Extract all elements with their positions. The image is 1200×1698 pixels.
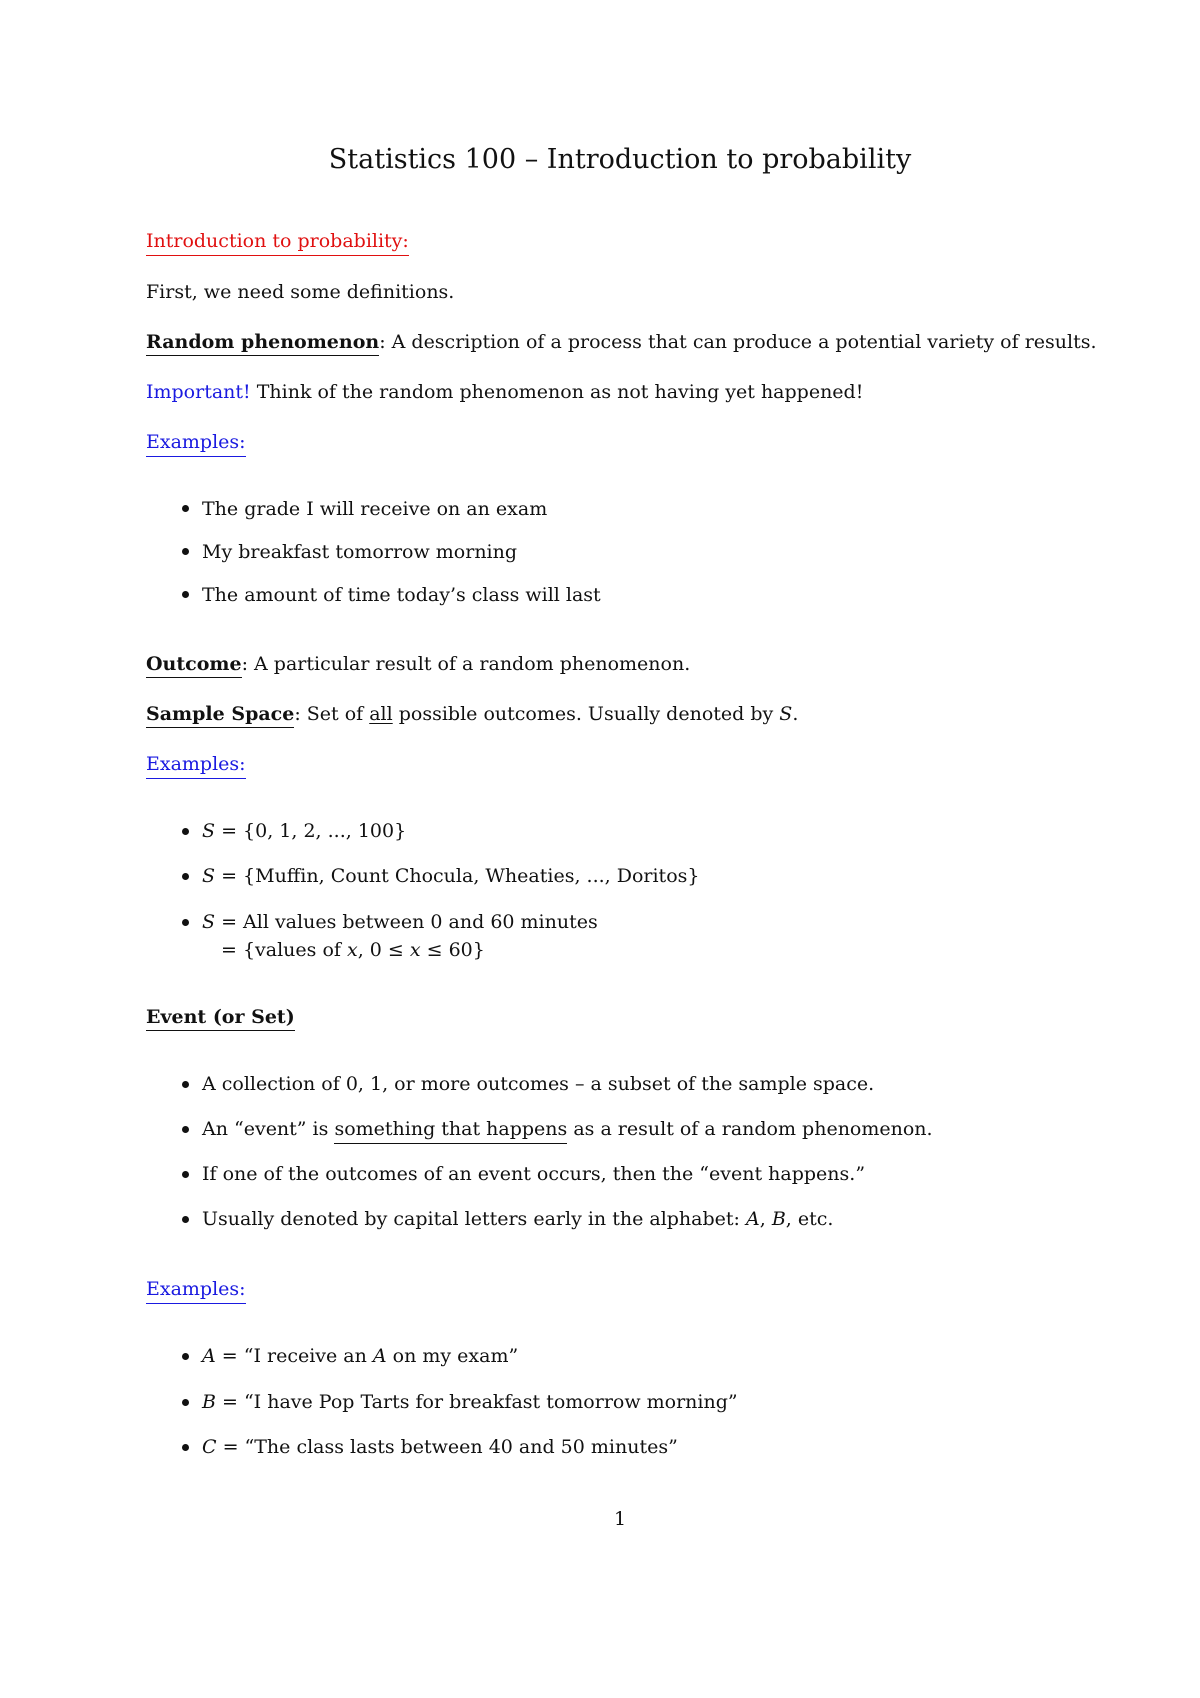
examples-label-text: Examples: (146, 431, 246, 457)
section-heading-text: Introduction to probability: (146, 230, 409, 256)
random-phenomenon-text: : A description of a process that can produce a potential variety of results. (379, 331, 1097, 353)
math-variable: A (745, 1208, 760, 1230)
bullet-icon (182, 1126, 189, 1133)
continuation-text: ≤ 60} (420, 939, 485, 961)
math-variable: A (372, 1345, 387, 1367)
event-variable: A (202, 1345, 216, 1367)
sample-space-end: . (792, 703, 799, 725)
bullet-icon (182, 1353, 189, 1360)
set-variable: S (202, 865, 216, 887)
event-heading (146, 1008, 295, 1027)
bullet-icon (182, 1444, 189, 1451)
set-definition: = All values between 0 and 60 minutes (215, 911, 598, 933)
examples-label-2 (146, 755, 246, 774)
list-item: The amount of time today’s class will last (202, 584, 601, 606)
bullet-icon (182, 1216, 189, 1223)
sample-space-text: : Set of (294, 703, 370, 725)
list-item-text: , etc. (785, 1208, 834, 1230)
set-definition: = {Muffin, Count Chocula, Wheaties, ..., Doritos} (215, 865, 700, 887)
continuation-text: , 0 ≤ (357, 939, 410, 961)
outcome-definition (146, 655, 690, 674)
event-definition: = “The class lasts between 40 and 50 minutes” (216, 1436, 678, 1458)
underlined-phrase: something that happens (334, 1118, 567, 1144)
section-heading (146, 232, 409, 251)
bullet-icon (182, 548, 189, 555)
list-item-text: An “event” is (202, 1118, 335, 1140)
intro-line: First, we need some definitions. (146, 281, 455, 303)
list-item: The grade I will receive on an exam (202, 498, 548, 520)
event-definition: on my exam” (386, 1345, 519, 1367)
list-item (202, 1438, 678, 1457)
bullet-icon (182, 919, 189, 926)
important-note (146, 383, 863, 402)
sample-space-symbol: S (779, 703, 793, 725)
bullet-icon (182, 828, 189, 835)
random-phenomenon-definition (146, 333, 1097, 352)
bullet-icon (182, 505, 189, 512)
list-item (202, 913, 598, 932)
list-item (202, 822, 406, 841)
list-item (202, 1210, 833, 1229)
bullet-icon (182, 1081, 189, 1088)
event-variable: C (202, 1436, 217, 1458)
outcome-term: Outcome (146, 653, 242, 678)
list-item-text: Usually denoted by capital letters early in the alphabet: (202, 1208, 746, 1230)
set-variable: S (202, 820, 216, 842)
math-variable: x (346, 939, 358, 961)
list-item (202, 1347, 518, 1366)
list-item (202, 867, 699, 886)
bullet-icon (182, 591, 189, 598)
random-phenomenon-term: Random phenomenon (146, 331, 379, 356)
sample-space-term: Sample Space (146, 703, 294, 728)
examples-label-text: Examples: (146, 1278, 246, 1304)
list-item (202, 1393, 738, 1412)
continuation-text: = {values of (221, 939, 347, 961)
sample-space-definition (146, 705, 798, 724)
examples-label-1 (146, 433, 246, 452)
important-text: Think of the random phenomenon as not having yet happened! (250, 381, 864, 403)
event-heading-text: Event (or Set) (146, 1006, 295, 1031)
set-variable: S (202, 911, 216, 933)
math-variable: B (771, 1208, 786, 1230)
bullet-icon (182, 873, 189, 880)
list-item: My breakfast tomorrow morning (202, 541, 518, 563)
list-item (202, 1120, 933, 1139)
page-number: 1 (613, 1508, 627, 1530)
bullet-icon (182, 1171, 189, 1178)
page-title: Statistics 100 – Introduction to probability (328, 144, 912, 175)
list-item: If one of the outcomes of an event occurs, then the “event happens.” (202, 1163, 866, 1185)
list-item-text: , (759, 1208, 772, 1230)
event-definition: = “I have Pop Tarts for breakfast tomorrow morning” (215, 1391, 738, 1413)
bullet-icon (182, 1399, 189, 1406)
important-label: Important! (146, 381, 251, 403)
event-definition: = “I receive an (215, 1345, 373, 1367)
set-definition: = {0, 1, 2, ..., 100} (215, 820, 407, 842)
sample-space-all: all (369, 703, 393, 725)
list-item: A collection of 0, 1, or more outcomes – a subset of the sample space. (202, 1073, 875, 1095)
list-item-text: as a result of a random phenomenon. (567, 1118, 933, 1140)
event-variable: B (202, 1391, 216, 1413)
outcome-text: : A particular result of a random phenomenon. (241, 653, 691, 675)
math-variable: x (409, 939, 421, 961)
examples-label-3 (146, 1280, 246, 1299)
sample-space-text-2: possible outcomes. Usually denoted by (392, 703, 780, 725)
list-item-continuation (221, 941, 485, 960)
examples-label-text: Examples: (146, 753, 246, 779)
